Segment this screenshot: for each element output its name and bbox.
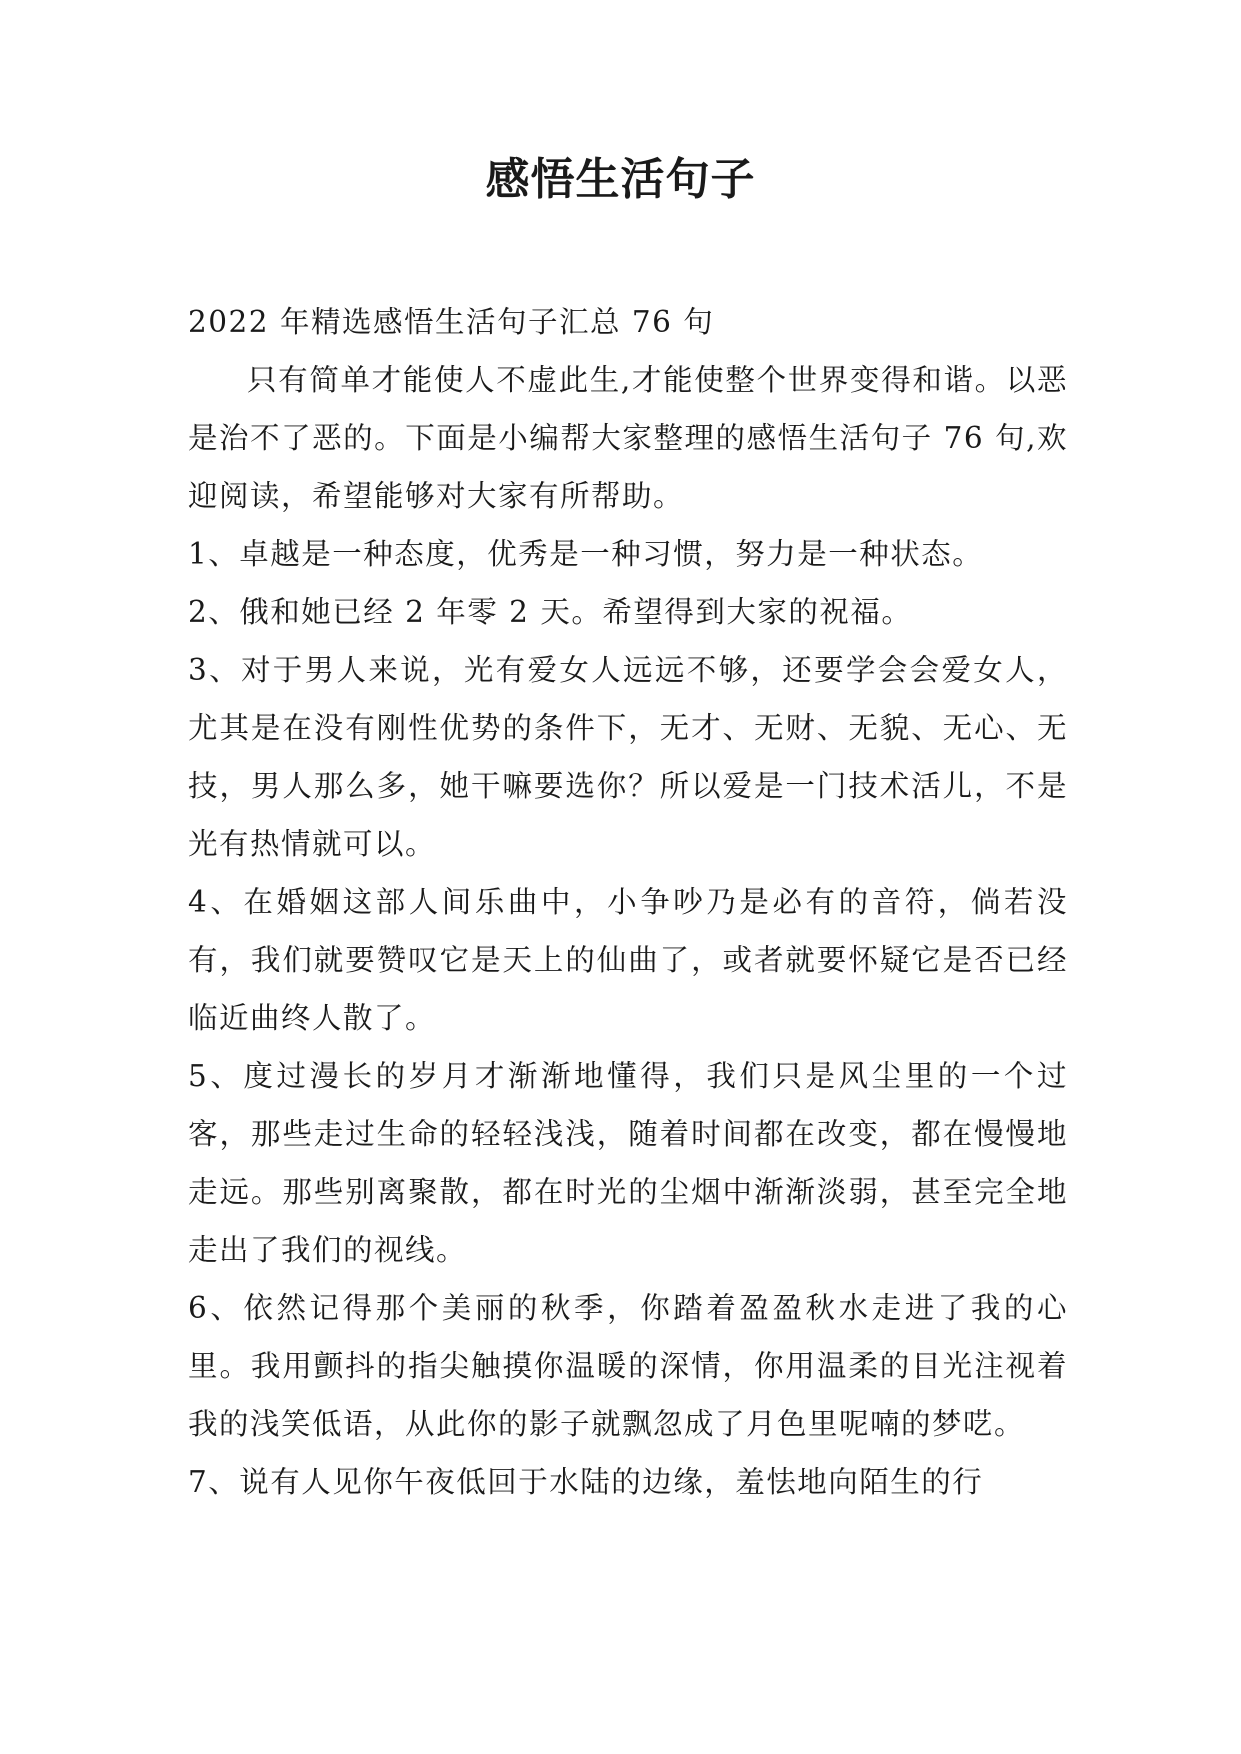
list-item: 7、说有人见你午夜低回于水陆的边缘，羞怯地向陌生的行 [188, 1465, 984, 1499]
list-item: 4、在婚姻这部人间乐曲中，小争吵乃是必有的音符，倘若没有，我们就要赞叹它是天上的仙曲了，或者就要怀疑它是否已经临近曲终人散了。 [188, 885, 1068, 1035]
list-item: 6、依然记得那个美丽的秋季，你踏着盈盈秋水走进了我的心里。我用颤抖的指尖触摸你温暖的深情，你用温柔的目光注视着我的浅笑低语，从此你的影子就飘忽成了月色里呢喃的梦呓。 [188, 1291, 1068, 1441]
page-title: 感悟生活句子 [485, 154, 756, 205]
list-item: 1、卓越是一种态度，优秀是一种习惯，努力是一种状态。 [188, 537, 984, 571]
document-body [188, 293, 1068, 1511]
list-item: 5、度过漫长的岁月才渐渐地懂得，我们只是风尘里的一个过客，那些走过生命的轻轻浅浅，随着时间都在改变，都在慢慢地走远。那些别离聚散，都在时光的尘烟中渐渐淡弱，甚至完全地走出了我们的视线。 [188, 1059, 1068, 1267]
document-subtitle: 2022 年精选感悟生活句子汇总 76 句 [188, 305, 715, 339]
list-item: 3、对于男人来说，光有爱女人远远不够，还要学会会爱女人，尤其是在没有刚性优势的条件下，无才、无财、无貌、无心、无技，男人那么多，她干嘛要选你？所以爱是一门技术活儿，不是光有热情就可以。 [188, 653, 1068, 861]
intro-paragraph: 只有简单才能使人不虚此生,才能使整个世界变得和谐。以恶是治不了恶的。下面是小编帮大家整理的感悟生活句子 76 句,欢迎阅读，希望能够对大家有所帮助。 [188, 363, 1068, 513]
list-item: 2、俄和她已经 2 年零 2 天。希望得到大家的祝福。 [188, 595, 913, 629]
